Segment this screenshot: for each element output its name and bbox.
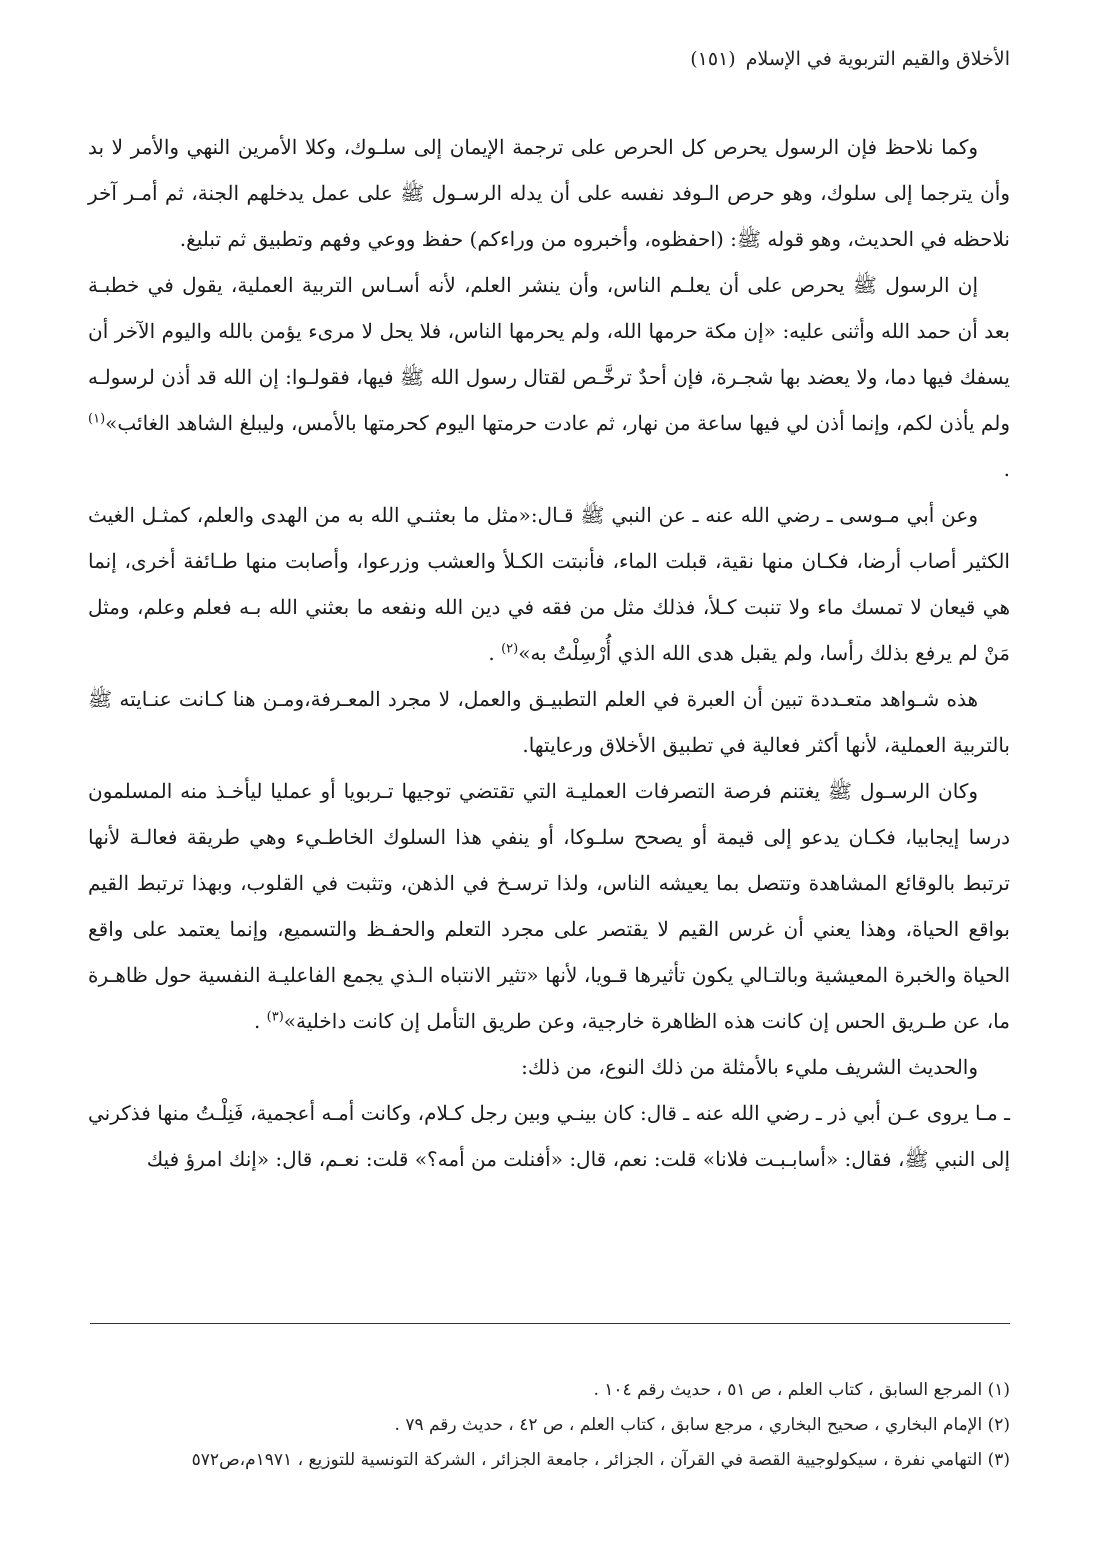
- footnote: (١) المرجع السابق ، كتاب العلم ، ص ٥١ ، حديث رقم ١٠٤ .: [593, 1380, 1010, 1400]
- paragraph: وعن أبي مـوسى ـ رضي الله عنه ـ عن النبي ﷺ قـال:«مثل ما بعثنـي الله به من الهدى والعلم، كمثـل الغيث الكثير أصاب أرضا، فكـان منها نقية، قبلت الماء، فأنبتت الكـلأ والعشب وزرعوا، وأصابت منها طـائفة أخرى، إنما هي قيعان لا تمسك ماء ولا تنبت كـلأ، فذلك مثل من فقه في دين الله ونفعه ما بعثني الله بـه فعلم وعلم، ومثل مَنْ لم يرفع بذلك رأسا، ولم يقبل هدى الله الذي أُرْسِلْتُ به»$^{(٢)}$ .: [88, 503, 1010, 665]
- footnote: (٣) التهامي نفرة ، سيكولوجيية القصة في القرآن ، الجزائر ، جامعة الجزائر ، الشركة التونسية للتوزيع ، ١٩٧١م،ص٥٧٢: [191, 1450, 1010, 1470]
- page-number: (١٥١): [690, 48, 736, 70]
- footnote-mark[interactable]: (١): [88, 411, 106, 427]
- paragraph: ـ مـا يروى عـن أبي ذر ـ رضي الله عنه ـ قال: كان بينـي وبين رجل كـلام، وكانت أمـه أعجمية، فَنِلْـتُ منها فذكرني إلى النبي ﷺ، فقال: «أسابـبـت فلانا» قلت: نعم، قال: «أفنلت من أمه؟» قلت: نعـم، قال: «إنك امرؤ فيك: [88, 1101, 1010, 1171]
- footnote-mark[interactable]: (٣): [266, 1009, 284, 1025]
- body-text: [88, 124, 1010, 1182]
- book-title: الأخلاق والقيم التربوية في الإسلام: [745, 48, 1010, 70]
- running-header: [690, 48, 1010, 71]
- paragraph: وكان الرسـول ﷺ يغتنم فرصة التصرفات العمليـة التي تقتضي توجيها تـربويا أو عمليا ليأخـذ منه المسلمون درسا إيجابيا، فكـان يدعو إلى قيمة أو يصحح سلـوكا، أو ينفي هذا السلوك الخاطـيء وهي طريقة فعالـة لأنها ترتبط بالوقائع المشاهدة وتتصل بما يعيشه الناس، ولذا ترسـخ في الذهن، وتثبت في القلوب، وبهذا ترتبط القيم بواقع الحياة، وهذا يعني أن غرس القيم لا يقتصر على مجرد التعلم والحفـظ والتسميع، وإنما يعتمد على واقع الحياة والخبرة المعيشية وبالتـالي يكون تأثيرها قـويا، لأنها «تثير الانتباه الـذي يجمع الفاعليـة النفسية حول ظاهـرة ما، عن طـريق الحس إن كانت هذه الظاهرة خارجية، وعن طريق التأمل إن كانت داخلية»$^{(٣)}$ .: [88, 779, 1010, 1033]
- footnote-mark[interactable]: (٢): [501, 641, 519, 657]
- footnote-separator: [90, 1323, 1010, 1324]
- footnotes: [88, 1373, 1010, 1478]
- paragraph: وكما نلاحظ فإن الرسول يحرص كل الحرص على ترجمة الإيمان إلى سلـوك، وكلا الأمرين النهي والأمر لا بد وأن يترجما إلى سلوك، وهو حرص الـوفد نفسه على أن يدله الرسـول ﷺ على عمل يدخلهم الجنة، ثم أمـر آخر نلاحظه في الحديث، وهو قوله ﷺ: (احفظوه، وأخبروه من وراءكم) حفظ ووعي وفهم وتطبيق ثم تبليغ.: [88, 135, 1010, 251]
- footnote: (٢) الإمام البخاري ، صحيح البخاري ، مرجع سابق ، كتاب العلم ، ص ٤٢ ، حديث رقم ٧٩ .: [394, 1415, 1010, 1435]
- paragraph: والحديث الشريف مليء بالأمثلة من ذلك النوع، من ذلك:: [521, 1055, 978, 1079]
- paragraph: إن الرسول ﷺ يحرص على أن يعلـم الناس، وأن ينشر العلم، لأنه أسـاس التربية العملية، يقول في خطبـة بعد أن حمد الله وأثنى عليه: «إن مكة حرمها الله، ولم يحرمها الناس، فلا يحل لا مرىء يؤمن بالله واليوم الآخر أن يسفك فيها دما، ولا يعضد بها شجـرة، فإن أحدٌ ترخَّـص لقتال رسول الله ﷺ فيها، فقولـوا: إن الله قد أذن لرسولـه ولم يأذن لكم، وإنما أذن لي فيها ساعة من نهار، ثم عادت حرمتها اليوم كحرمتها بالأمس، وليبلغ الشاهد الغائب»$^{(١)}$ .: [88, 273, 1010, 481]
- paragraph: هذه شـواهد متعـددة تبين أن العبرة في العلم التطبيـق والعمل، لا مجرد المعـرفة،ومـن هنا كـانت عنـايته ﷺ بالتربية العملية، لأنها أكثر فعالية في تطبيق الأخلاق ورعايتها.: [88, 687, 1010, 757]
